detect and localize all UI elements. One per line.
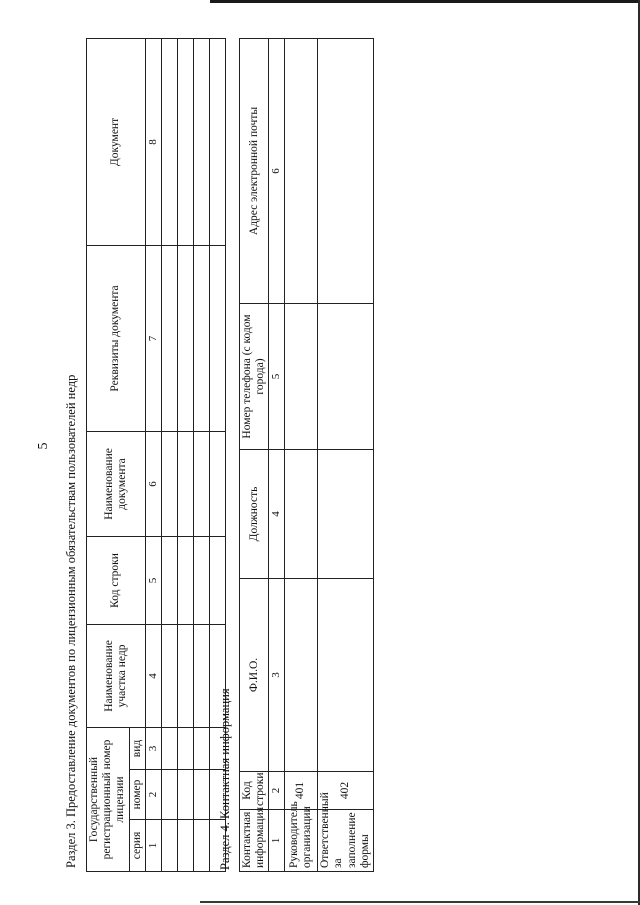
table-row (318, 39, 374, 872)
scan-edge-top (210, 0, 640, 3)
colnum: 7 (145, 245, 161, 431)
section3-empty-row (161, 38, 177, 871)
row-code: 401 (285, 772, 318, 810)
empty-cell[interactable] (193, 536, 209, 624)
header-row-code: Код строки (240, 772, 269, 810)
empty-cell[interactable] (161, 245, 177, 431)
phone-cell[interactable] (318, 304, 374, 450)
empty-cell[interactable] (193, 38, 209, 245)
table-row (285, 39, 318, 872)
empty-cell[interactable] (177, 727, 193, 769)
empty-cell[interactable] (193, 245, 209, 431)
empty-cell[interactable] (193, 820, 209, 872)
section4-column-numbers (269, 39, 285, 872)
empty-cell[interactable] (209, 38, 225, 245)
rotated-page (36, 20, 621, 880)
page-number: 5 (36, 442, 51, 450)
colnum: 4 (269, 450, 285, 579)
colnum: 1 (269, 810, 285, 872)
row-label: Ответственный за заполнение формы (318, 810, 374, 872)
section3-header-row1 (87, 38, 130, 871)
colnum: 3 (145, 727, 161, 769)
header-phone: Номер телефона (с кодом города) (240, 304, 269, 450)
empty-cell[interactable] (177, 820, 193, 872)
empty-cell[interactable] (161, 727, 177, 769)
section3-empty-row (177, 38, 193, 871)
empty-cell[interactable] (193, 770, 209, 820)
header-number: номер (129, 770, 145, 820)
header-email: Адрес электронной почты (240, 39, 269, 304)
header-contact: Контактная информация (240, 810, 269, 872)
empty-cell[interactable] (177, 38, 193, 245)
header-kind: вид (129, 727, 145, 769)
header-doc-details: Реквизиты документа (87, 245, 146, 431)
section4-header-row (240, 39, 269, 872)
empty-cell[interactable] (161, 431, 177, 536)
row-label: Руководитель организации (285, 810, 318, 872)
empty-cell[interactable] (177, 770, 193, 820)
colnum: 2 (269, 772, 285, 810)
header-document: Документ (87, 38, 146, 245)
header-row-code: Код строки (87, 536, 146, 624)
section3-title: Раздел 3. Предоставление документов по лицензионным обязательствам пользователей недр (64, 374, 78, 868)
position-cell[interactable] (285, 450, 318, 579)
empty-cell[interactable] (193, 727, 209, 769)
empty-cell[interactable] (161, 820, 177, 872)
colnum: 1 (145, 820, 161, 872)
empty-cell[interactable] (161, 536, 177, 624)
header-fio: Ф.И.О. (240, 579, 269, 772)
position-cell[interactable] (318, 450, 374, 579)
empty-cell[interactable] (161, 624, 177, 727)
section3-table (86, 38, 226, 872)
empty-cell[interactable] (177, 245, 193, 431)
scan-edge-bottom (200, 901, 640, 903)
header-doc-name: Наименование документа (87, 431, 146, 536)
colnum: 5 (145, 536, 161, 624)
section3-empty-row (193, 38, 209, 871)
empty-cell[interactable] (209, 245, 225, 431)
phone-cell[interactable] (285, 304, 318, 450)
colnum: 5 (269, 304, 285, 450)
colnum: 8 (145, 38, 161, 245)
email-cell[interactable] (285, 39, 318, 304)
empty-cell[interactable] (209, 536, 225, 624)
fio-cell[interactable] (285, 579, 318, 772)
header-position: Должность (240, 450, 269, 579)
empty-cell[interactable] (193, 624, 209, 727)
colnum: 3 (269, 579, 285, 772)
section4-table (239, 38, 374, 872)
section4-title: Раздел 4. Контактная информация (218, 688, 232, 870)
fio-cell[interactable] (318, 579, 374, 772)
empty-cell[interactable] (177, 431, 193, 536)
empty-cell[interactable] (177, 624, 193, 727)
colnum: 6 (269, 39, 285, 304)
header-site-name: Наименование участка недр (87, 624, 146, 727)
empty-cell[interactable] (193, 431, 209, 536)
header-license-group: Государственный регистрационный номер лицензии (87, 727, 130, 871)
empty-cell[interactable] (161, 38, 177, 245)
colnum: 2 (145, 770, 161, 820)
colnum: 4 (145, 624, 161, 727)
section3-column-numbers (145, 38, 161, 871)
empty-cell[interactable] (177, 536, 193, 624)
empty-cell[interactable] (209, 431, 225, 536)
row-code: 402 (318, 772, 374, 810)
email-cell[interactable] (318, 39, 374, 304)
empty-cell[interactable] (161, 770, 177, 820)
colnum: 6 (145, 431, 161, 536)
header-series: серия (129, 820, 145, 872)
